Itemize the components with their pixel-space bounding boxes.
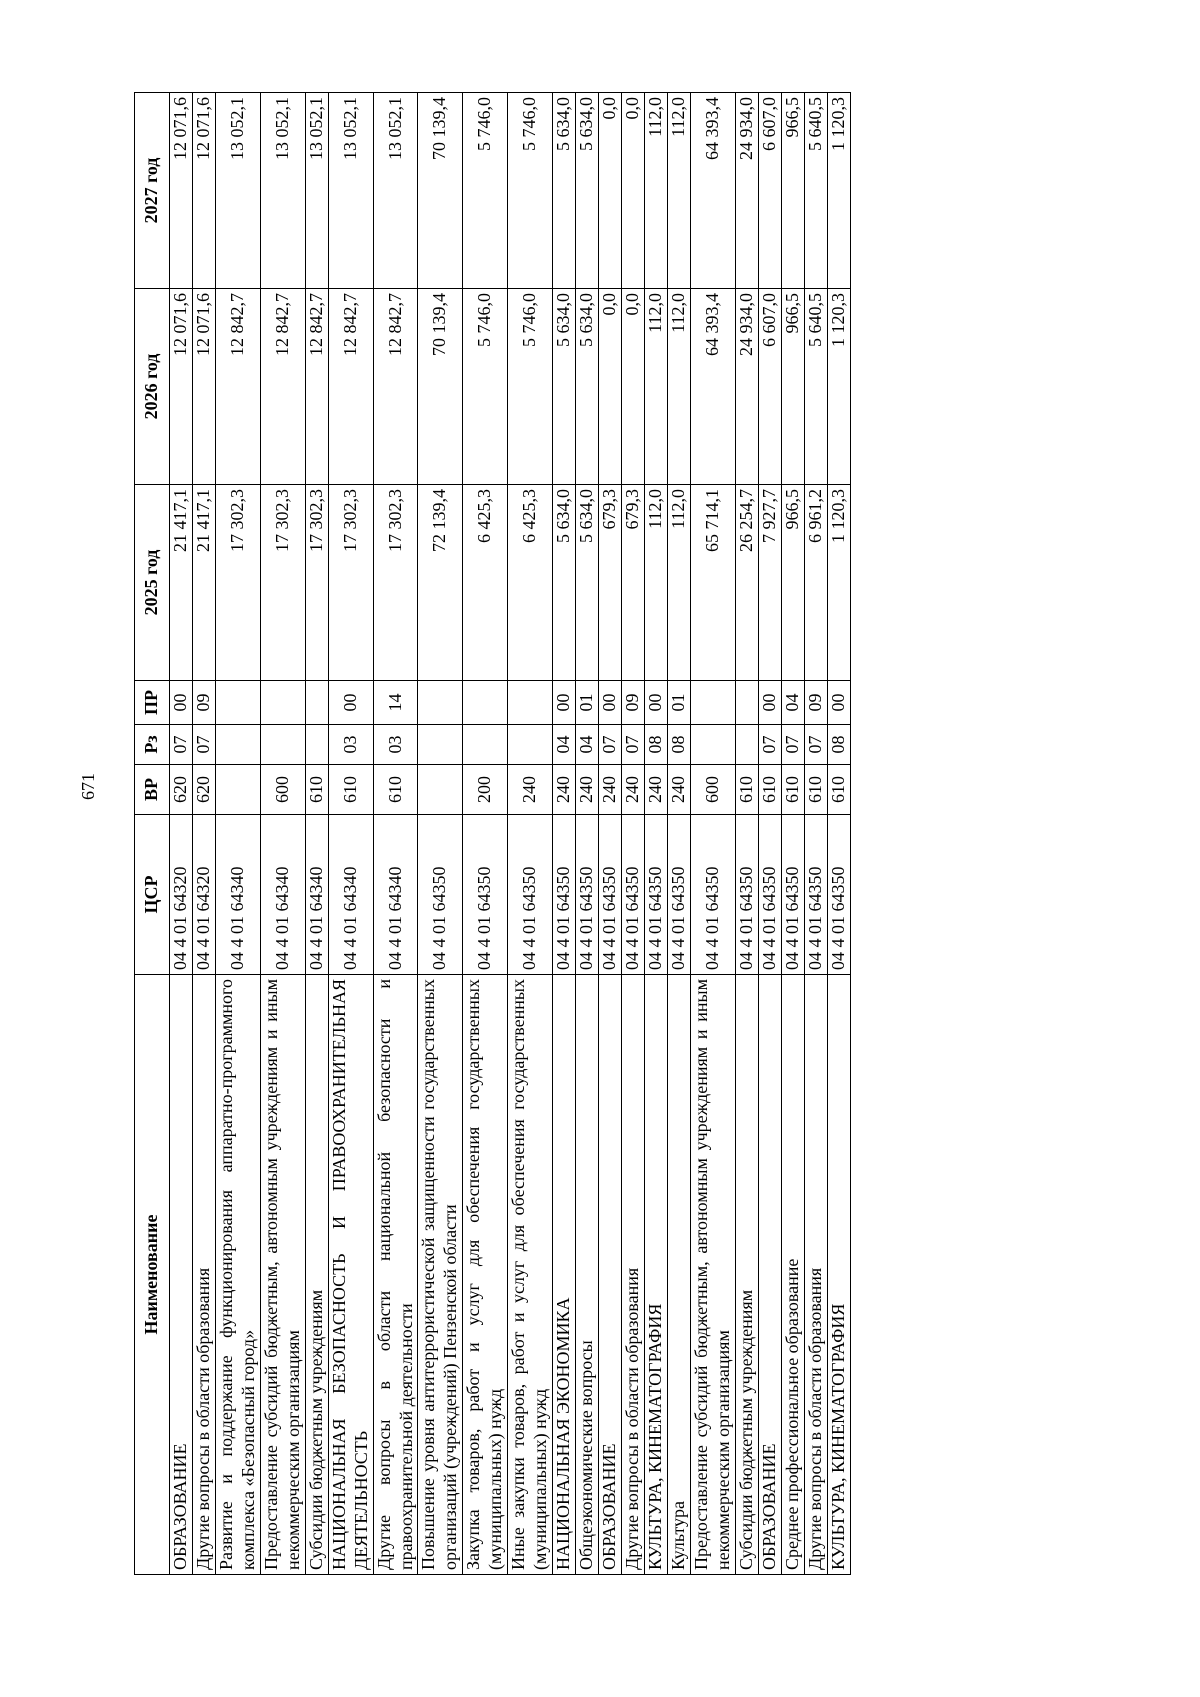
- cell-name: ОБРАЗОВАНИЕ: [170, 975, 193, 1575]
- cell-2026: 24 934,0: [735, 289, 758, 485]
- cell-csr: 04 4 01 64350: [735, 815, 758, 975]
- table-row: [553, 93, 576, 1575]
- cell-pr: 00: [645, 681, 668, 725]
- cell-2025: 7 927,7: [758, 485, 781, 681]
- table-header-row: [135, 93, 170, 1575]
- table-row: [260, 93, 305, 1575]
- cell-2026: 0,0: [599, 289, 622, 485]
- header-2025: 2025 год: [135, 485, 170, 681]
- cell-pr: [215, 681, 260, 725]
- cell-pr: 00: [170, 681, 193, 725]
- cell-vr: 610: [305, 765, 328, 815]
- table-row: [305, 93, 328, 1575]
- cell-2025: 6 425,3: [463, 485, 508, 681]
- cell-2025: 5 634,0: [576, 485, 599, 681]
- cell-2027: 1 120,3: [827, 93, 850, 289]
- cell-2026: 12 842,7: [260, 289, 305, 485]
- cell-vr: 610: [827, 765, 850, 815]
- cell-csr: 04 4 01 64350: [508, 815, 553, 975]
- cell-2027: 5 634,0: [576, 93, 599, 289]
- cell-2026: 12 842,7: [215, 289, 260, 485]
- table-row: [622, 93, 645, 1575]
- header-vr: ВР: [135, 765, 170, 815]
- cell-csr: 04 4 01 64340: [215, 815, 260, 975]
- cell-pr: [690, 681, 735, 725]
- cell-2025: 17 302,3: [373, 485, 418, 681]
- cell-rz: 03: [373, 725, 418, 765]
- cell-2027: 0,0: [622, 93, 645, 289]
- cell-pr: [508, 681, 553, 725]
- cell-rz: [690, 725, 735, 765]
- cell-2025: 17 302,3: [328, 485, 373, 681]
- table-row: [804, 93, 827, 1575]
- cell-2026: 0,0: [622, 289, 645, 485]
- table-row: [690, 93, 735, 1575]
- cell-name: Общеэкономические вопросы: [576, 975, 599, 1575]
- cell-2025: 65 714,1: [690, 485, 735, 681]
- cell-rz: 07: [758, 725, 781, 765]
- cell-2025: 1 120,3: [827, 485, 850, 681]
- cell-2027: 5 640,5: [804, 93, 827, 289]
- cell-vr: [418, 765, 463, 815]
- cell-vr: 240: [576, 765, 599, 815]
- table-row: [645, 93, 668, 1575]
- cell-2025: 6 425,3: [508, 485, 553, 681]
- cell-pr: 00: [827, 681, 850, 725]
- cell-name: КУЛЬТУРА, КИНЕМАТОГРАФИЯ: [827, 975, 850, 1575]
- cell-csr: 04 4 01 64340: [305, 815, 328, 975]
- cell-2027: 12 071,6: [192, 93, 215, 289]
- table-row: [418, 93, 463, 1575]
- cell-2027: 24 934,0: [735, 93, 758, 289]
- cell-name: Повышение уровня антитеррористической защищенности государственных организаций (учреждений) Пензенской области: [418, 975, 463, 1575]
- cell-2025: 26 254,7: [735, 485, 758, 681]
- cell-vr: 240: [622, 765, 645, 815]
- cell-2025: 17 302,3: [260, 485, 305, 681]
- cell-csr: 04 4 01 64350: [667, 815, 690, 975]
- table-row: [576, 93, 599, 1575]
- cell-2025: 6 961,2: [804, 485, 827, 681]
- rotated-table-container: [134, 93, 1066, 1575]
- cell-pr: 01: [667, 681, 690, 725]
- header-2027: 2027 год: [135, 93, 170, 289]
- cell-csr: 04 4 01 64350: [827, 815, 850, 975]
- cell-csr: 04 4 01 64350: [804, 815, 827, 975]
- table-row: [758, 93, 781, 1575]
- cell-2027: 13 052,1: [328, 93, 373, 289]
- cell-vr: 240: [599, 765, 622, 815]
- cell-2026: 12 071,6: [192, 289, 215, 485]
- cell-2026: 112,0: [645, 289, 668, 485]
- cell-rz: 07: [804, 725, 827, 765]
- cell-name: НАЦИОНАЛЬНАЯ ЭКОНОМИКА: [553, 975, 576, 1575]
- cell-2025: 5 634,0: [553, 485, 576, 681]
- cell-pr: 00: [553, 681, 576, 725]
- cell-vr: 610: [758, 765, 781, 815]
- cell-vr: 600: [690, 765, 735, 815]
- table-row: [215, 93, 260, 1575]
- cell-vr: 610: [328, 765, 373, 815]
- cell-2026: 5 746,0: [463, 289, 508, 485]
- table-row: [781, 93, 804, 1575]
- cell-rz: [418, 725, 463, 765]
- cell-vr: 610: [373, 765, 418, 815]
- cell-pr: 09: [192, 681, 215, 725]
- cell-vr: 240: [645, 765, 668, 815]
- table-row: [192, 93, 215, 1575]
- header-csr: ЦСР: [135, 815, 170, 975]
- cell-csr: 04 4 01 64350: [553, 815, 576, 975]
- cell-2026: 5 634,0: [553, 289, 576, 485]
- cell-rz: 07: [622, 725, 645, 765]
- header-name: Наименование: [135, 975, 170, 1575]
- cell-2026: 12 071,6: [170, 289, 193, 485]
- table-row: [463, 93, 508, 1575]
- cell-name: ОБРАЗОВАНИЕ: [758, 975, 781, 1575]
- cell-rz: 08: [645, 725, 668, 765]
- cell-2026: 64 393,4: [690, 289, 735, 485]
- cell-name: Предоставление субсидий бюджетным, автономным учреждениям и иным некоммерческим организациям: [690, 975, 735, 1575]
- cell-vr: 610: [804, 765, 827, 815]
- page-number: 671: [78, 773, 98, 800]
- cell-csr: 04 4 01 64350: [418, 815, 463, 975]
- budget-table: [134, 92, 851, 1575]
- cell-pr: [260, 681, 305, 725]
- header-2026: 2026 год: [135, 289, 170, 485]
- cell-2025: 17 302,3: [305, 485, 328, 681]
- cell-rz: 04: [553, 725, 576, 765]
- cell-rz: 08: [827, 725, 850, 765]
- cell-csr: 04 4 01 64350: [758, 815, 781, 975]
- cell-name: Субсидии бюджетным учреждениям: [735, 975, 758, 1575]
- cell-name: Другие вопросы в области образования: [192, 975, 215, 1575]
- cell-2026: 12 842,7: [305, 289, 328, 485]
- cell-name: Закупка товаров, работ и услуг для обеспечения государственных (муниципальных) нужд: [463, 975, 508, 1575]
- cell-2025: 21 417,1: [170, 485, 193, 681]
- cell-2026: 5 634,0: [576, 289, 599, 485]
- cell-pr: [735, 681, 758, 725]
- cell-2026: 966,5: [781, 289, 804, 485]
- table-row: [667, 93, 690, 1575]
- cell-pr: [305, 681, 328, 725]
- cell-rz: 03: [328, 725, 373, 765]
- cell-name: Субсидии бюджетным учреждениям: [305, 975, 328, 1575]
- cell-pr: 00: [758, 681, 781, 725]
- cell-2027: 112,0: [667, 93, 690, 289]
- cell-2027: 966,5: [781, 93, 804, 289]
- cell-rz: 04: [576, 725, 599, 765]
- cell-name: ОБРАЗОВАНИЕ: [599, 975, 622, 1575]
- cell-2025: 966,5: [781, 485, 804, 681]
- cell-name: КУЛЬТУРА, КИНЕМАТОГРАФИЯ: [645, 975, 668, 1575]
- cell-rz: 07: [170, 725, 193, 765]
- table-row: [170, 93, 193, 1575]
- table-body: [170, 93, 851, 1575]
- cell-rz: 07: [192, 725, 215, 765]
- cell-pr: [418, 681, 463, 725]
- cell-csr: 04 4 01 64350: [576, 815, 599, 975]
- cell-pr: 09: [804, 681, 827, 725]
- cell-2025: 72 139,4: [418, 485, 463, 681]
- cell-name: Развитие и поддержание функционирования аппаратно-программного комплекса «Безопасный город»: [215, 975, 260, 1575]
- cell-rz: [215, 725, 260, 765]
- cell-2026: 12 842,7: [373, 289, 418, 485]
- cell-name: Предоставление субсидий бюджетным, автономным учреждениям и иным некоммерческим организациям: [260, 975, 305, 1575]
- cell-2025: 17 302,3: [215, 485, 260, 681]
- cell-vr: 240: [553, 765, 576, 815]
- cell-2025: 21 417,1: [192, 485, 215, 681]
- cell-csr: 04 4 01 64350: [599, 815, 622, 975]
- cell-2027: 0,0: [599, 93, 622, 289]
- cell-2027: 13 052,1: [260, 93, 305, 289]
- cell-2026: 5 746,0: [508, 289, 553, 485]
- cell-csr: 04 4 01 64350: [690, 815, 735, 975]
- cell-vr: [215, 765, 260, 815]
- cell-name: Иные закупки товаров, работ и услуг для обеспечения государственных (муниципальных) нужд: [508, 975, 553, 1575]
- cell-name: Другие вопросы в области образования: [622, 975, 645, 1575]
- cell-vr: 610: [781, 765, 804, 815]
- cell-pr: 14: [373, 681, 418, 725]
- cell-pr: 01: [576, 681, 599, 725]
- cell-rz: [260, 725, 305, 765]
- table-row: [599, 93, 622, 1575]
- cell-2026: 6 607,0: [758, 289, 781, 485]
- cell-rz: 07: [599, 725, 622, 765]
- header-pr: ПР: [135, 681, 170, 725]
- cell-csr: 04 4 01 64320: [192, 815, 215, 975]
- cell-rz: [735, 725, 758, 765]
- cell-pr: 00: [328, 681, 373, 725]
- cell-csr: 04 4 01 64350: [463, 815, 508, 975]
- cell-2027: 12 071,6: [170, 93, 193, 289]
- cell-vr: 620: [192, 765, 215, 815]
- cell-pr: 00: [599, 681, 622, 725]
- cell-2026: 1 120,3: [827, 289, 850, 485]
- cell-2027: 70 139,4: [418, 93, 463, 289]
- cell-2027: 5 746,0: [463, 93, 508, 289]
- cell-2027: 6 607,0: [758, 93, 781, 289]
- table-row: [328, 93, 373, 1575]
- cell-rz: [508, 725, 553, 765]
- cell-2026: 70 139,4: [418, 289, 463, 485]
- cell-rz: 07: [781, 725, 804, 765]
- cell-2027: 13 052,1: [373, 93, 418, 289]
- cell-rz: [463, 725, 508, 765]
- cell-2025: 112,0: [645, 485, 668, 681]
- cell-2025: 679,3: [622, 485, 645, 681]
- cell-name: Культура: [667, 975, 690, 1575]
- cell-name: Другие вопросы в области образования: [804, 975, 827, 1575]
- cell-2026: 112,0: [667, 289, 690, 485]
- table-row: [508, 93, 553, 1575]
- cell-2027: 5 746,0: [508, 93, 553, 289]
- cell-2027: 13 052,1: [215, 93, 260, 289]
- cell-vr: 200: [463, 765, 508, 815]
- cell-pr: [463, 681, 508, 725]
- cell-vr: 600: [260, 765, 305, 815]
- table-row: [373, 93, 418, 1575]
- cell-2025: 679,3: [599, 485, 622, 681]
- cell-2027: 112,0: [645, 93, 668, 289]
- cell-csr: 04 4 01 64350: [622, 815, 645, 975]
- cell-vr: 240: [667, 765, 690, 815]
- header-rz: Рз: [135, 725, 170, 765]
- cell-rz: [305, 725, 328, 765]
- cell-2027: 5 634,0: [553, 93, 576, 289]
- cell-name: НАЦИОНАЛЬНАЯ БЕЗОПАСНОСТЬ И ПРАВООХРАНИТЕЛЬНАЯ ДЕЯТЕЛЬНОСТЬ: [328, 975, 373, 1575]
- table-row: [735, 93, 758, 1575]
- cell-2027: 64 393,4: [690, 93, 735, 289]
- cell-csr: 04 4 01 64340: [328, 815, 373, 975]
- cell-2025: 112,0: [667, 485, 690, 681]
- cell-rz: 08: [667, 725, 690, 765]
- cell-csr: 04 4 01 64340: [260, 815, 305, 975]
- cell-vr: 610: [735, 765, 758, 815]
- cell-csr: 04 4 01 64350: [645, 815, 668, 975]
- table-row: [827, 93, 850, 1575]
- cell-2026: 5 640,5: [804, 289, 827, 485]
- cell-name: Среднее профессиональное образование: [781, 975, 804, 1575]
- cell-csr: 04 4 01 64350: [781, 815, 804, 975]
- cell-2026: 12 842,7: [328, 289, 373, 485]
- cell-pr: 04: [781, 681, 804, 725]
- cell-pr: 09: [622, 681, 645, 725]
- cell-csr: 04 4 01 64340: [373, 815, 418, 975]
- cell-csr: 04 4 01 64320: [170, 815, 193, 975]
- cell-name: Другие вопросы в области национальной безопасности и правоохранительной деятельности: [373, 975, 418, 1575]
- cell-2027: 13 052,1: [305, 93, 328, 289]
- cell-vr: 620: [170, 765, 193, 815]
- cell-vr: 240: [508, 765, 553, 815]
